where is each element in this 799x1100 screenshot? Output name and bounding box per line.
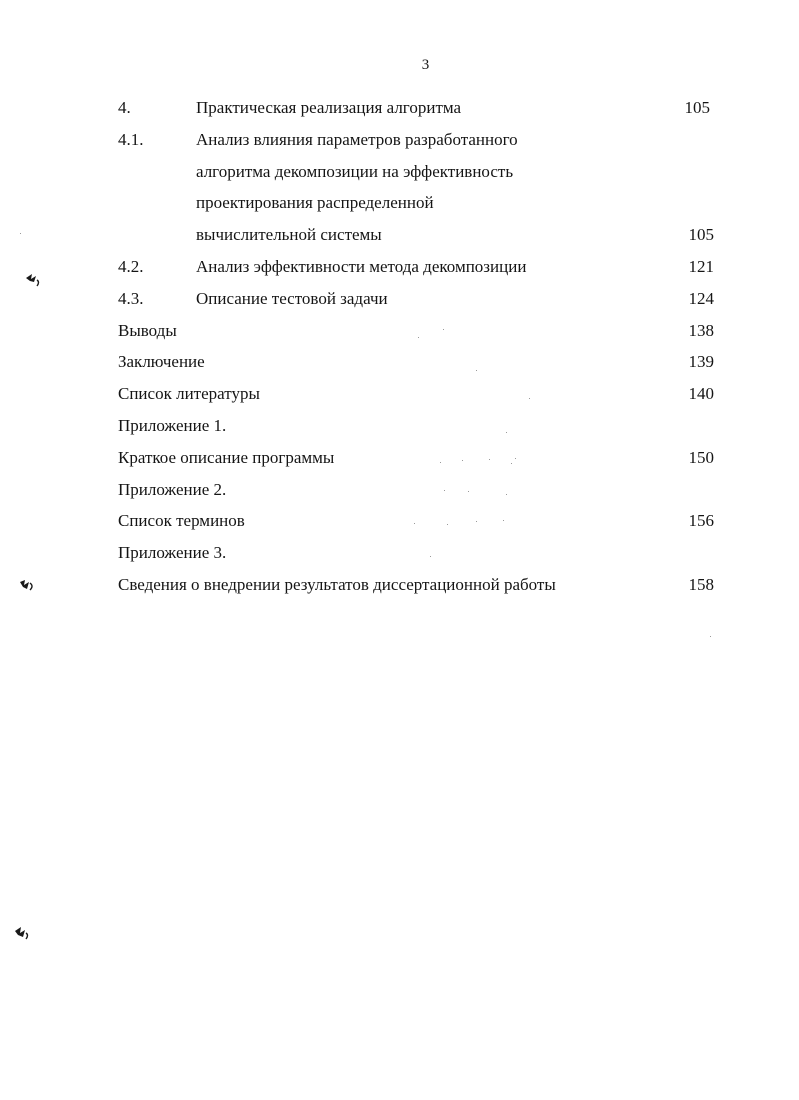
toc-row: [118, 346, 714, 378]
scan-speck: [529, 398, 530, 399]
toc-title: Список литературы: [118, 384, 260, 404]
toc-page-number: 150: [688, 447, 714, 467]
toc-row: [118, 442, 714, 474]
toc-row: [118, 251, 714, 283]
toc-title: Анализ эффективности метода декомпозиции: [196, 256, 527, 276]
scan-speck: [20, 233, 21, 234]
page-number: 3: [421, 57, 430, 73]
toc-row: [118, 219, 714, 251]
toc-title: Приложение 1.: [118, 415, 227, 435]
toc-title: Заключение: [118, 352, 205, 372]
toc-title: Список терминов: [118, 511, 245, 531]
scan-speck: [468, 491, 469, 492]
toc-row: [118, 124, 714, 156]
scan-speck: [440, 462, 441, 463]
toc-row: [118, 92, 714, 124]
toc-title: проектирования распределенной: [196, 193, 434, 213]
scan-speck: [476, 521, 477, 522]
toc-title: Краткое описание программы: [118, 447, 335, 467]
toc-title: Анализ влияния параметров разработанного: [196, 129, 518, 149]
toc-title: Практическая реализация алгоритма: [196, 98, 462, 117]
scan-speck: [430, 556, 431, 557]
scan-speck: [506, 432, 507, 433]
scan-speck: [414, 523, 415, 524]
toc-page-number: 124: [688, 288, 714, 308]
scan-speck: [447, 524, 448, 525]
scan-speck: [503, 520, 504, 521]
scan-speck: [511, 463, 512, 464]
toc-page-number: 158: [688, 574, 714, 594]
toc-row: [118, 156, 714, 188]
scan-speck: [418, 337, 419, 338]
toc-title: Приложение 3.: [118, 543, 227, 563]
toc-section-number: 4.1.: [118, 129, 144, 149]
toc-section-number: 4.2.: [118, 256, 144, 276]
toc-title: алгоритма декомпозиции на эффективность: [196, 161, 514, 181]
toc-title: Описание тестовой задачи: [196, 288, 388, 308]
toc-page-number: 140: [688, 384, 714, 404]
toc-section-number: 4.3.: [118, 288, 144, 308]
toc-title: Выводы: [118, 320, 177, 340]
toc-page-number: 138: [688, 320, 714, 340]
punch-hole-mark-icon: [24, 272, 42, 292]
scan-speck: [462, 460, 463, 461]
scan-speck: [444, 490, 445, 491]
scan-speck: [506, 494, 507, 495]
toc-page-number: 105: [688, 225, 714, 245]
toc-row: [118, 474, 714, 506]
toc-page-number: 156: [688, 511, 714, 531]
toc-title: Сведения о внедрении результатов диссертационной работы: [118, 574, 556, 594]
toc-row: [118, 537, 714, 569]
scan-speck: [476, 370, 477, 371]
table-of-contents: [118, 92, 714, 601]
toc-page-number: 139: [688, 352, 714, 372]
scan-speck: [515, 458, 516, 459]
toc-title: Приложение 2.: [118, 479, 227, 499]
scan-speck: [710, 636, 711, 637]
punch-hole-mark-icon: [13, 925, 31, 945]
toc-row: [118, 187, 714, 219]
toc-section-number: 4.: [118, 98, 131, 117]
toc-row: [118, 378, 714, 410]
toc-row: [118, 505, 714, 537]
toc-row: [118, 283, 714, 315]
toc-row: [118, 569, 714, 601]
toc-row: [118, 410, 714, 442]
toc-title: вычислительной системы: [196, 225, 382, 245]
scan-speck: [489, 459, 490, 460]
scan-speck: [443, 329, 444, 330]
toc-page-number: 105: [684, 98, 710, 117]
punch-hole-mark-icon: [18, 577, 36, 597]
toc-row: [118, 315, 714, 347]
toc-page-number: 121: [688, 256, 714, 276]
